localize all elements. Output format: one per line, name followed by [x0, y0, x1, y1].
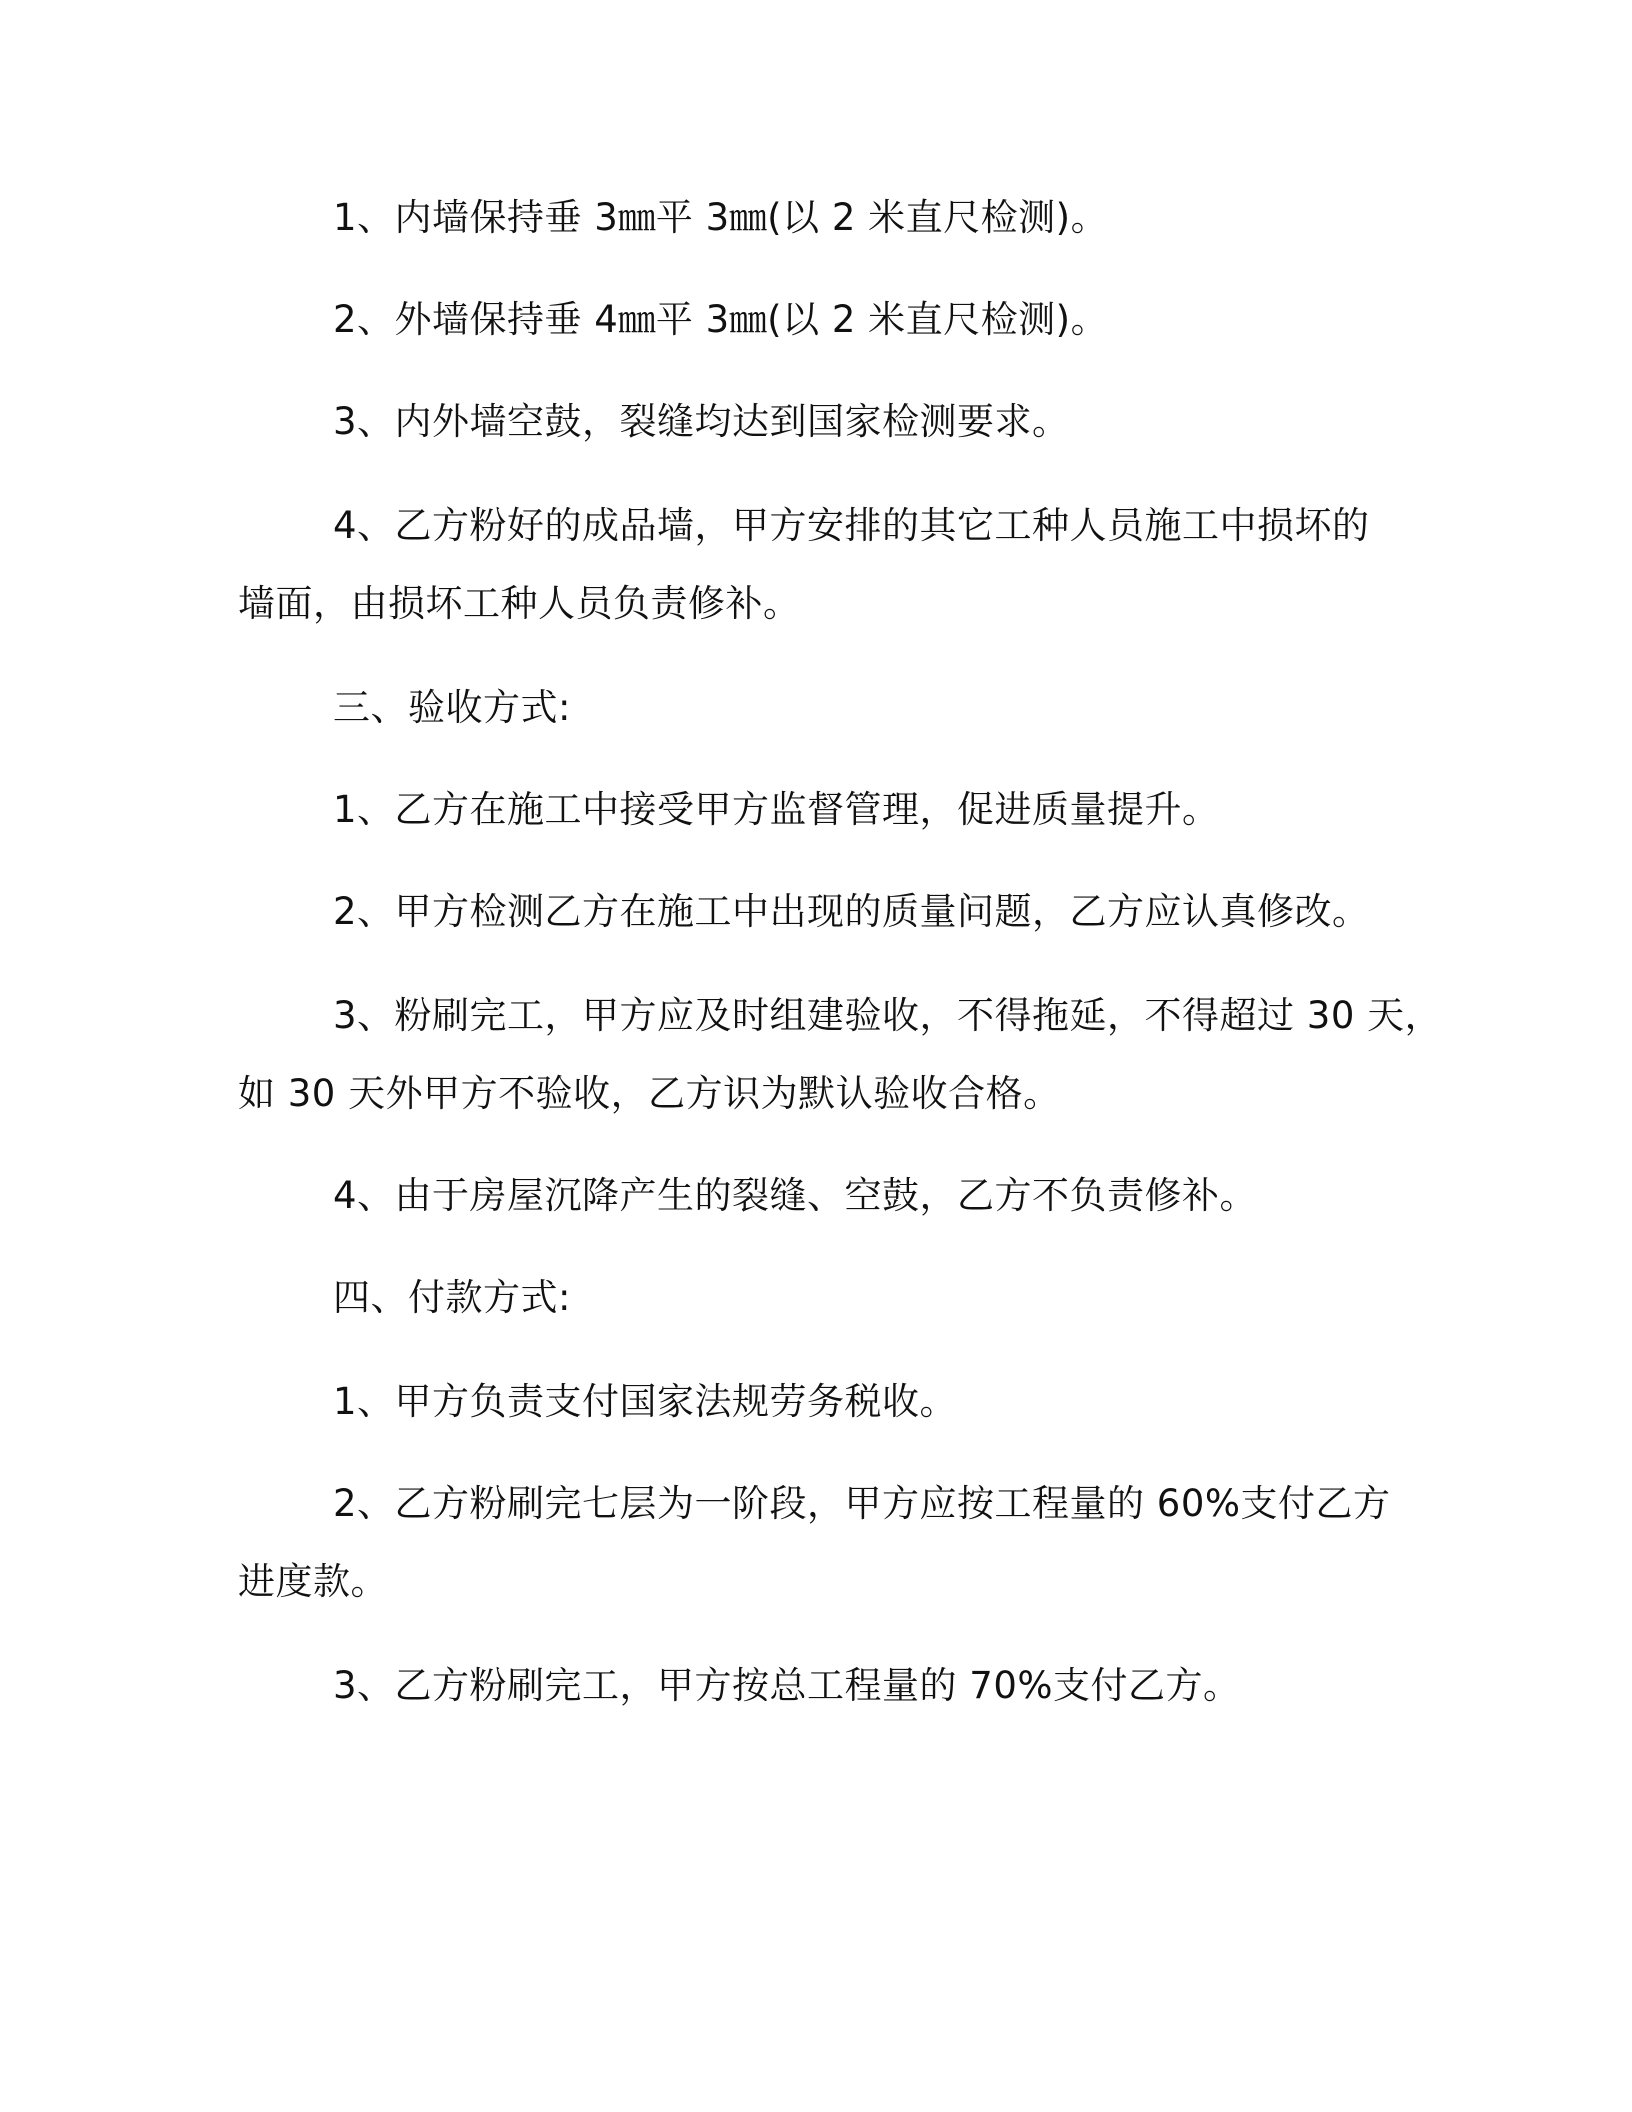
paragraph-line: 3、内外墙空鼓，裂缝均达到国家检测要求。	[333, 400, 1070, 443]
paragraph-line: 3、粉刷完工，甲方应及时组建验收，不得拖延，不得超过 30 天，	[333, 994, 1443, 1037]
paragraph-line: 2、甲方检测乙方在施工中出现的质量问题，乙方应认真修改。	[333, 890, 1370, 933]
paragraph-line: 1、乙方在施工中接受甲方监督管理，促进质量提升。	[333, 788, 1220, 831]
paragraph-line: 墙面，由损坏工种人员负责修补。	[238, 582, 801, 625]
paragraph-line: 1、甲方负责支付国家法规劳务税收。	[333, 1380, 958, 1423]
paragraph-line: 2、乙方粉刷完七层为一阶段，甲方应按工程量的 60%支付乙方	[333, 1482, 1391, 1525]
paragraph-line: 2、外墙保持垂 4㎜平 3㎜(以 2 米直尺检测)。	[333, 298, 1109, 341]
paragraph-line: 进度款。	[238, 1560, 388, 1603]
paragraph-line: 4、由于房屋沉降产生的裂缝、空鼓，乙方不负责修补。	[333, 1174, 1258, 1217]
paragraph-line: 1、内墙保持垂 3㎜平 3㎜(以 2 米直尺检测)。	[333, 196, 1109, 239]
section-heading: 四、付款方式:	[333, 1276, 571, 1319]
section-heading: 三、验收方式:	[333, 686, 571, 729]
paragraph-line: 如 30 天外甲方不验收，乙方识为默认验收合格。	[238, 1072, 1061, 1115]
paragraph-line: 4、乙方粉好的成品墙，甲方安排的其它工种人员施工中损坏的	[333, 504, 1370, 547]
paragraph-line: 3、乙方粉刷完工，甲方按总工程量的 70%支付乙方。	[333, 1664, 1241, 1707]
